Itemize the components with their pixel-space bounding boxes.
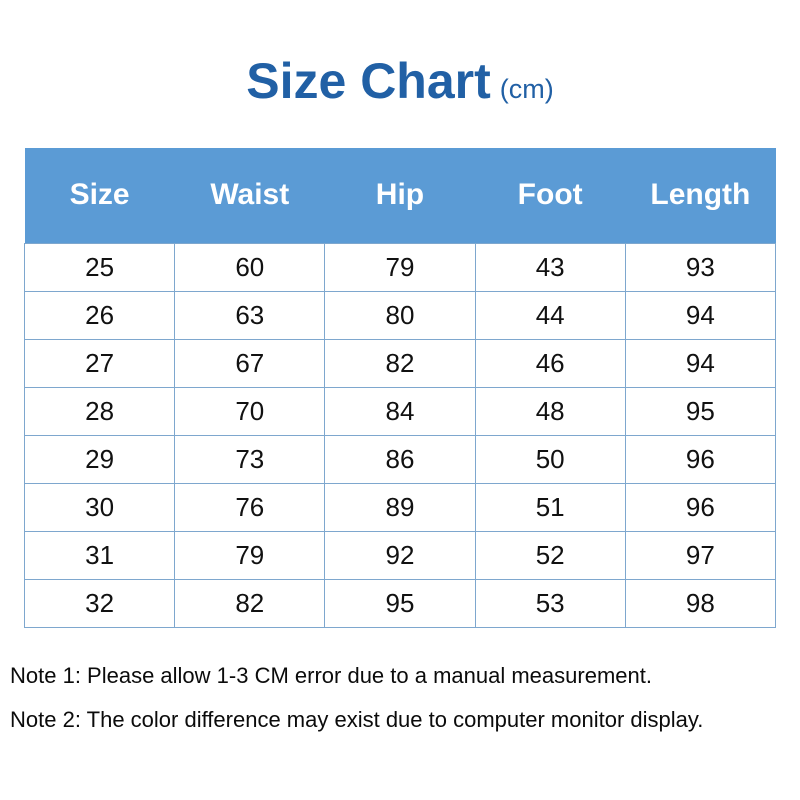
column-header-length: Length — [625, 148, 775, 243]
table-cell: 51 — [475, 483, 625, 531]
page-title-text: Size Chart — [246, 53, 491, 109]
table-cell: 96 — [625, 483, 775, 531]
table-cell: 50 — [475, 435, 625, 483]
table-cell: 70 — [175, 387, 325, 435]
table-cell: 79 — [175, 531, 325, 579]
table-cell: 76 — [175, 483, 325, 531]
page-title-unit: (cm) — [499, 74, 554, 104]
table-cell: 95 — [325, 579, 475, 627]
table-cell: 82 — [325, 339, 475, 387]
table-cell: 80 — [325, 291, 475, 339]
table-cell: 28 — [25, 387, 175, 435]
size-table — [24, 148, 776, 628]
table-cell: 26 — [25, 291, 175, 339]
table-row — [25, 483, 776, 531]
size-table-body — [25, 243, 776, 627]
table-cell: 25 — [25, 243, 175, 291]
table-row — [25, 291, 776, 339]
table-row — [25, 387, 776, 435]
table-cell: 63 — [175, 291, 325, 339]
table-cell: 32 — [25, 579, 175, 627]
column-header-hip: Hip — [325, 148, 475, 243]
table-cell: 86 — [325, 435, 475, 483]
size-table-head — [25, 148, 776, 243]
table-cell: 84 — [325, 387, 475, 435]
table-cell: 79 — [325, 243, 475, 291]
table-cell: 96 — [625, 435, 775, 483]
column-header-size: Size — [25, 148, 175, 243]
table-cell: 73 — [175, 435, 325, 483]
table-cell: 44 — [475, 291, 625, 339]
table-cell: 60 — [175, 243, 325, 291]
table-cell: 95 — [625, 387, 775, 435]
table-cell: 94 — [625, 291, 775, 339]
table-cell: 30 — [25, 483, 175, 531]
table-row — [25, 531, 776, 579]
table-cell: 97 — [625, 531, 775, 579]
table-cell: 31 — [25, 531, 175, 579]
column-header-foot: Foot — [475, 148, 625, 243]
table-cell: 67 — [175, 339, 325, 387]
table-cell: 93 — [625, 243, 775, 291]
table-cell: 82 — [175, 579, 325, 627]
table-row — [25, 435, 776, 483]
table-cell: 48 — [475, 387, 625, 435]
table-cell: 92 — [325, 531, 475, 579]
table-cell: 98 — [625, 579, 775, 627]
page-title — [0, 0, 800, 110]
table-row — [25, 339, 776, 387]
table-cell: 27 — [25, 339, 175, 387]
column-header-waist: Waist — [175, 148, 325, 243]
note-1: Note 1: Please allow 1-3 CM error due to a manual measurement. — [10, 662, 652, 688]
table-cell: 53 — [475, 579, 625, 627]
table-cell: 52 — [475, 531, 625, 579]
table-row — [25, 243, 776, 291]
table-cell: 46 — [475, 339, 625, 387]
notes-section — [10, 662, 800, 734]
table-cell: 43 — [475, 243, 625, 291]
table-row — [25, 579, 776, 627]
table-cell: 94 — [625, 339, 775, 387]
table-cell: 29 — [25, 435, 175, 483]
table-header-row — [25, 148, 776, 243]
note-2: Note 2: The color difference may exist due to computer monitor display. — [10, 706, 704, 732]
table-cell: 89 — [325, 483, 475, 531]
